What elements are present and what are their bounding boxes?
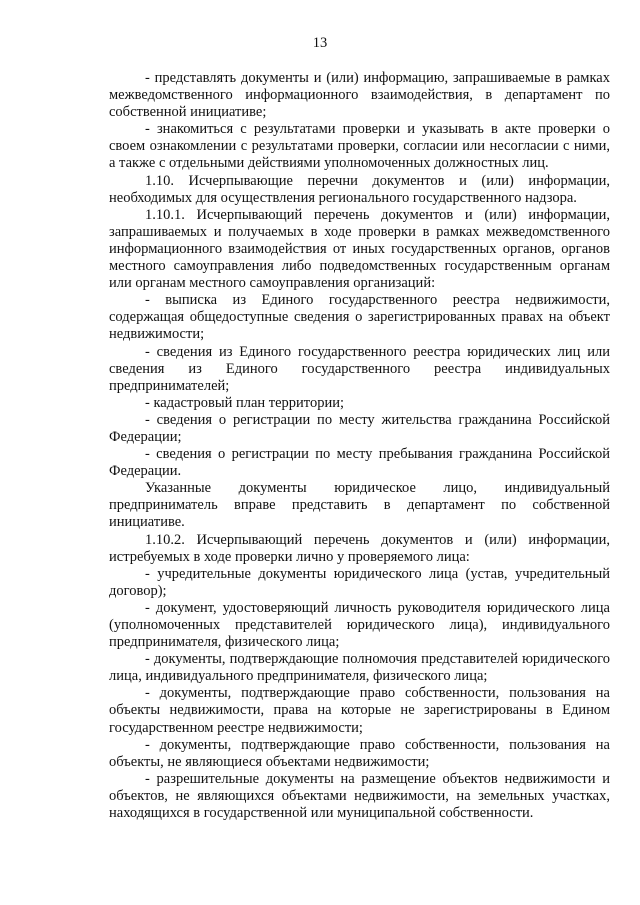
- list-item-legal-entities-register: - сведения из Единого государственного реестра юридических лиц или сведения из Единого государственного реестра индивидуальных предпринимателей;: [109, 343, 610, 394]
- list-item-non-real-estate-rights: - документы, подтверждающие право собственности, пользования на объекты, не являющиеся объектами недвижимости;: [109, 736, 610, 770]
- paragraph-right-to-submit-documents: - представлять документы и (или) информацию, запрашиваемые в рамках межведомственного информационного взаимодействия, в департамент по собственной инициативе;: [109, 70, 610, 121]
- paragraph-section-1-10: 1.10. Исчерпывающие перечни документов и (или) информации, необходимых для осуществления регионального государственного надзора.: [109, 172, 610, 206]
- paragraph-voluntary-submission: Указанные документы юридическое лицо, индивидуальный предприниматель вправе представить в департамент по собственной инициативе.: [109, 480, 610, 531]
- document-body: [109, 70, 610, 822]
- paragraph-section-1-10-1: 1.10.1. Исчерпывающий перечень документов и (или) информации, запрашиваемых и получаемых в ходе проверки в рамках межведомственного информационного взаимодействия от иных государственных органов, органов местного самоуправления либо подведомственных государственным органам или органам местного самоуправления организаций:: [109, 206, 610, 292]
- list-item-real-estate-extract: - выписка из Единого государственного реестра недвижимости, содержащая общедоступные сведения о зарегистрированных правах на объект недвижимости;: [109, 292, 610, 343]
- list-item-placement-permits: - разрешительные документы на размещение объектов недвижимости и объектов, не являющихся объектами недвижимости, на земельных участках, находящихся в государственной или муниципальной собственности.: [109, 770, 610, 822]
- list-item-identity-document: - документ, удостоверяющий личность руководителя юридического лица (уполномоченных представителей юридического лица), индивидуального предпринимателя, физического лица;: [109, 599, 610, 651]
- list-item-founding-documents: - учредительные документы юридического лица (устав, учредительный договор);: [109, 565, 610, 599]
- list-item-residence-registration: - сведения о регистрации по месту жительства гражданина Российской Федерации;: [109, 411, 610, 445]
- page-number: 13: [312, 35, 328, 51]
- paragraph-right-to-review-results: - знакомиться с результатами проверки и указывать в акте проверки о своем ознакомлении с результатами проверки, согласии или несогласии с ними, а также с отдельными действиями уполномоченных должностных лиц.: [109, 121, 610, 172]
- list-item-stay-registration: - сведения о регистрации по месту пребывания гражданина Российской Федерации.: [109, 446, 610, 480]
- paragraph-section-1-10-2: 1.10.2. Исчерпывающий перечень документов и (или) информации, истребуемых в ходе проверки лично у проверяемого лица:: [109, 531, 610, 565]
- list-item-unregistered-property-rights: - документы, подтверждающие право собственности, пользования на объекты недвижимости, права на которые не зарегистрированы в Едином государственном реестре недвижимости;: [109, 685, 610, 736]
- list-item-authority-documents: - документы, подтверждающие полномочия представителей юридического лица, индивидуального предпринимателя, физического лица;: [109, 651, 610, 685]
- list-item-cadastral-plan: - кадастровый план территории;: [145, 394, 344, 411]
